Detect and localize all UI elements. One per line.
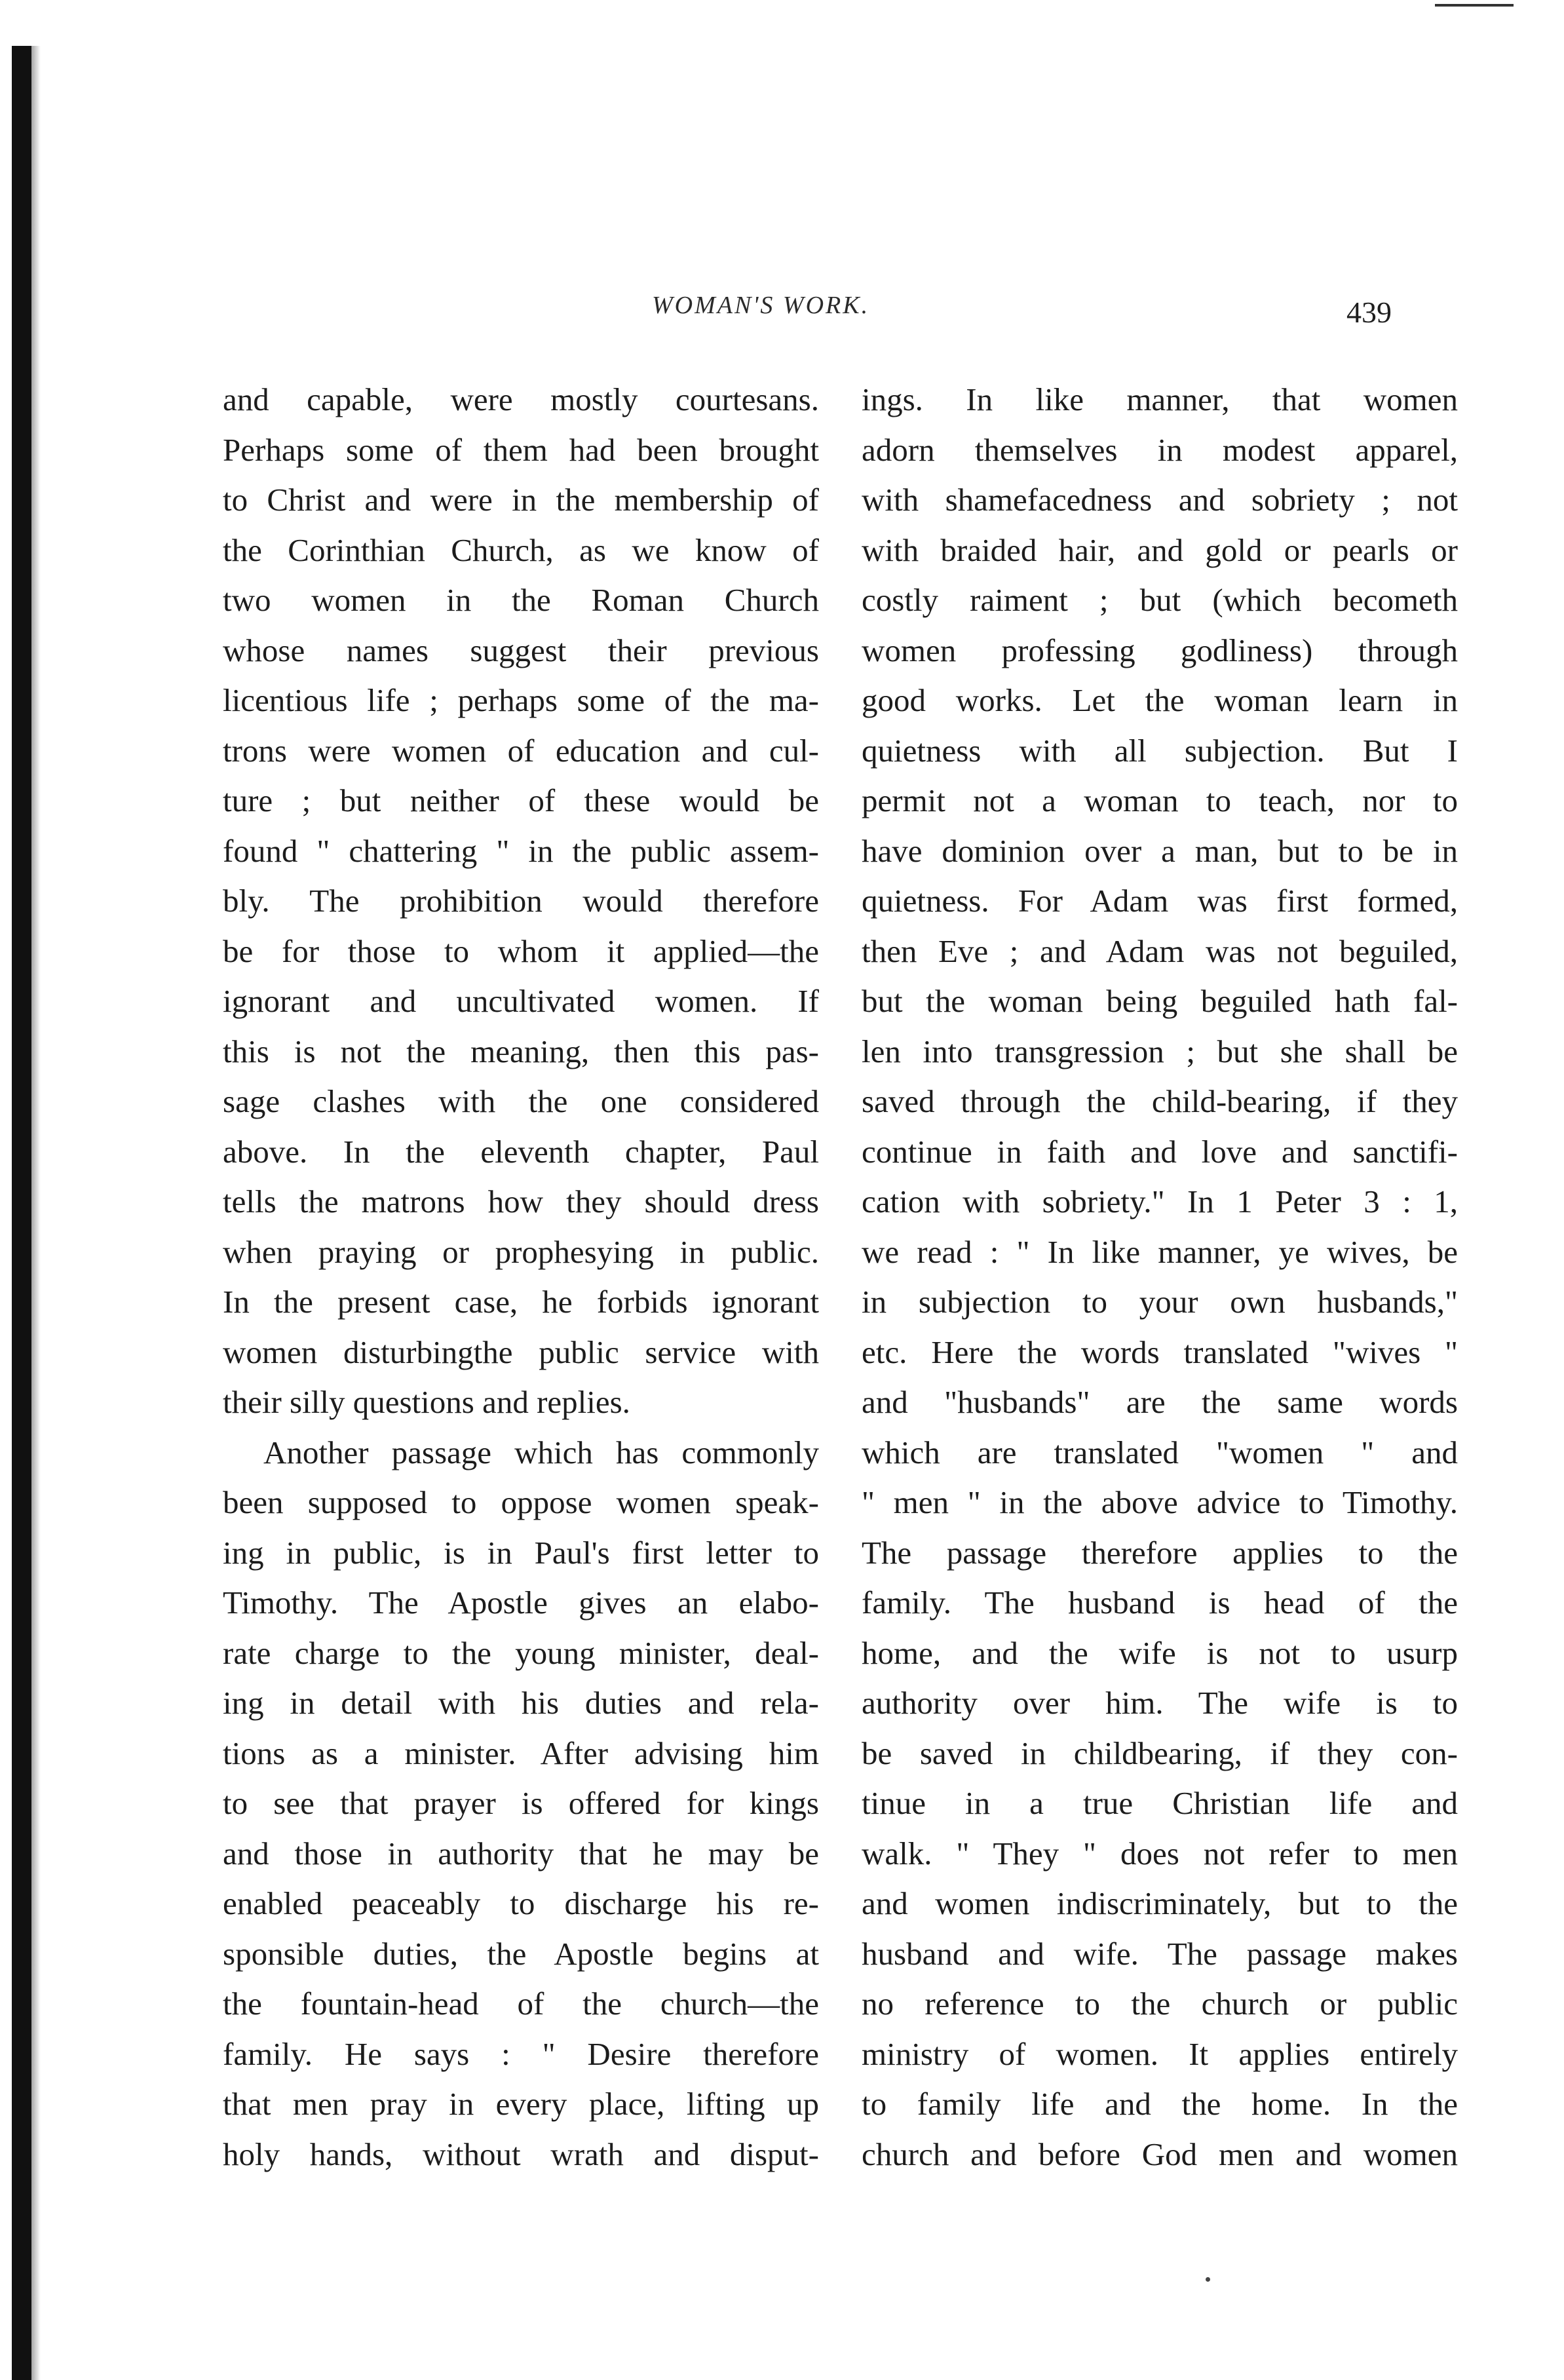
text-line: sage clashes with the one considered	[223, 1083, 819, 1119]
text-line: saved through the child-bearing, if they	[862, 1083, 1458, 1119]
text-line: with shamefacedness and sobriety ; not	[862, 482, 1458, 518]
text-line: be saved in childbearing, if they con-	[862, 1735, 1458, 1771]
text-line: good works. Let the woman learn in	[862, 682, 1458, 718]
text-line: to see that prayer is offered for kings	[223, 1785, 819, 1821]
text-line: two women in the Roman Church	[223, 582, 819, 618]
left-column	[223, 375, 819, 2179]
text-line: ing in detail with his duties and rela-	[223, 1685, 819, 1721]
text-line: and women indiscriminately, but to the	[862, 1885, 1458, 1921]
text-line: whose names suggest their previous	[223, 632, 819, 668]
text-line: costly raiment ; but (which becometh	[862, 582, 1458, 618]
text-line: Perhaps some of them had been brought	[223, 431, 819, 468]
running-title: WOMAN'S WORK.	[652, 292, 870, 319]
text-line: in subjection to your own husbands,"	[862, 1284, 1458, 1320]
text-line: to family life and the home. In the	[862, 2086, 1458, 2122]
text-line: we read : " In like manner, ye wives, be	[862, 1233, 1458, 1270]
text-line: no reference to the church or public	[862, 1986, 1458, 2022]
stray-mark	[1206, 2277, 1210, 2282]
text-line: that men pray in every place, lifting up	[223, 2086, 819, 2122]
text-line: tinue in a true Christian life and	[862, 1785, 1458, 1821]
text-line: adorn themselves in modest apparel,	[862, 431, 1458, 468]
text-line: holy hands, without wrath and disput-	[223, 2136, 819, 2172]
text-line: family. He says : " Desire therefore	[223, 2035, 819, 2072]
paragraph-start-line: Another passage which has commonly	[263, 1434, 819, 1470]
text-line: women professing godliness) through	[862, 632, 1458, 668]
text-line: the fountain-head of the church—the	[223, 1986, 819, 2022]
text-line: and "husbands" are the same words	[862, 1384, 1458, 1420]
top-rule	[1435, 4, 1514, 7]
text-line: be for those to whom it applied—the	[223, 932, 819, 969]
text-line: when praying or prophesying in public.	[223, 1233, 819, 1270]
text-line: quietness with all subjection. But I	[862, 732, 1458, 769]
text-line: sponsible duties, the Apostle begins at	[223, 1935, 819, 1972]
page-number: 439	[1346, 296, 1392, 329]
text-line: cation with sobriety." In 1 Peter 3 : 1,	[862, 1183, 1458, 1219]
right-column	[862, 375, 1458, 2179]
text-line: church and before God men and women	[862, 2136, 1458, 2172]
text-line: len into transgression ; but she shall be	[862, 1033, 1458, 1069]
text-line: then Eve ; and Adam was not beguiled,	[862, 932, 1458, 969]
text-line: family. The husband is head of the	[862, 1584, 1458, 1621]
text-line: tells the matrons how they should dress	[223, 1183, 819, 1219]
text-line: trons were women of education and cul-	[223, 732, 819, 769]
text-line: licentious life ; perhaps some of the ma-	[223, 682, 819, 718]
text-line: rate charge to the young minister, deal-	[223, 1634, 819, 1671]
text-line: quietness. For Adam was first formed,	[862, 883, 1458, 919]
text-line: but the woman being beguiled hath fal-	[862, 983, 1458, 1019]
text-line: and those in authority that he may be	[223, 1835, 819, 1871]
text-line: etc. Here the words translated "wives "	[862, 1334, 1458, 1370]
text-line: the Corinthian Church, as we know of	[223, 531, 819, 568]
text-line: women disturbingthe public service with	[223, 1334, 819, 1370]
binding-edge	[12, 46, 31, 2380]
text-line: ministry of women. It applies entirely	[862, 2035, 1458, 2072]
text-line: bly. The prohibition would therefore	[223, 883, 819, 919]
text-line: ing in public, is in Paul's first letter to	[223, 1534, 819, 1571]
text-line: ture ; but neither of these would be	[223, 782, 819, 818]
text-line: with braided hair, and gold or pearls or	[862, 531, 1458, 568]
text-line: In the present case, he forbids ignorant	[223, 1284, 819, 1320]
text-line: to Christ and were in the membership of	[223, 482, 819, 518]
text-line: tions as a minister. After advising him	[223, 1735, 819, 1771]
paragraph-end-line: their silly questions and replies.	[223, 1384, 630, 1420]
text-line: been supposed to oppose women speak-	[223, 1484, 819, 1520]
text-line: which are translated "women " and	[862, 1434, 1458, 1470]
text-line: authority over him. The wife is to	[862, 1685, 1458, 1721]
text-line: ings. In like manner, that women	[862, 381, 1458, 417]
text-line: permit not a woman to teach, nor to	[862, 782, 1458, 818]
running-head	[0, 291, 1564, 330]
text-line: husband and wife. The passage makes	[862, 1935, 1458, 1972]
text-line: home, and the wife is not to usurp	[862, 1634, 1458, 1671]
text-line: continue in faith and love and sanctifi-	[862, 1133, 1458, 1170]
text-line: above. In the eleventh chapter, Paul	[223, 1133, 819, 1170]
text-line: walk. " They " does not refer to men	[862, 1835, 1458, 1871]
text-line: The passage therefore applies to the	[862, 1534, 1458, 1571]
text-line: found " chattering " in the public assem-	[223, 832, 819, 869]
text-line: and capable, were mostly courtesans.	[223, 381, 819, 417]
text-line: Timothy. The Apostle gives an elabo-	[223, 1584, 819, 1621]
text-line: " men " in the above advice to Timothy.	[862, 1484, 1458, 1520]
text-line: enabled peaceably to discharge his re-	[223, 1885, 819, 1921]
text-line: ignorant and uncultivated women. If	[223, 983, 819, 1019]
text-line: this is not the meaning, then this pas-	[223, 1033, 819, 1069]
text-line: have dominion over a man, but to be in	[862, 832, 1458, 869]
